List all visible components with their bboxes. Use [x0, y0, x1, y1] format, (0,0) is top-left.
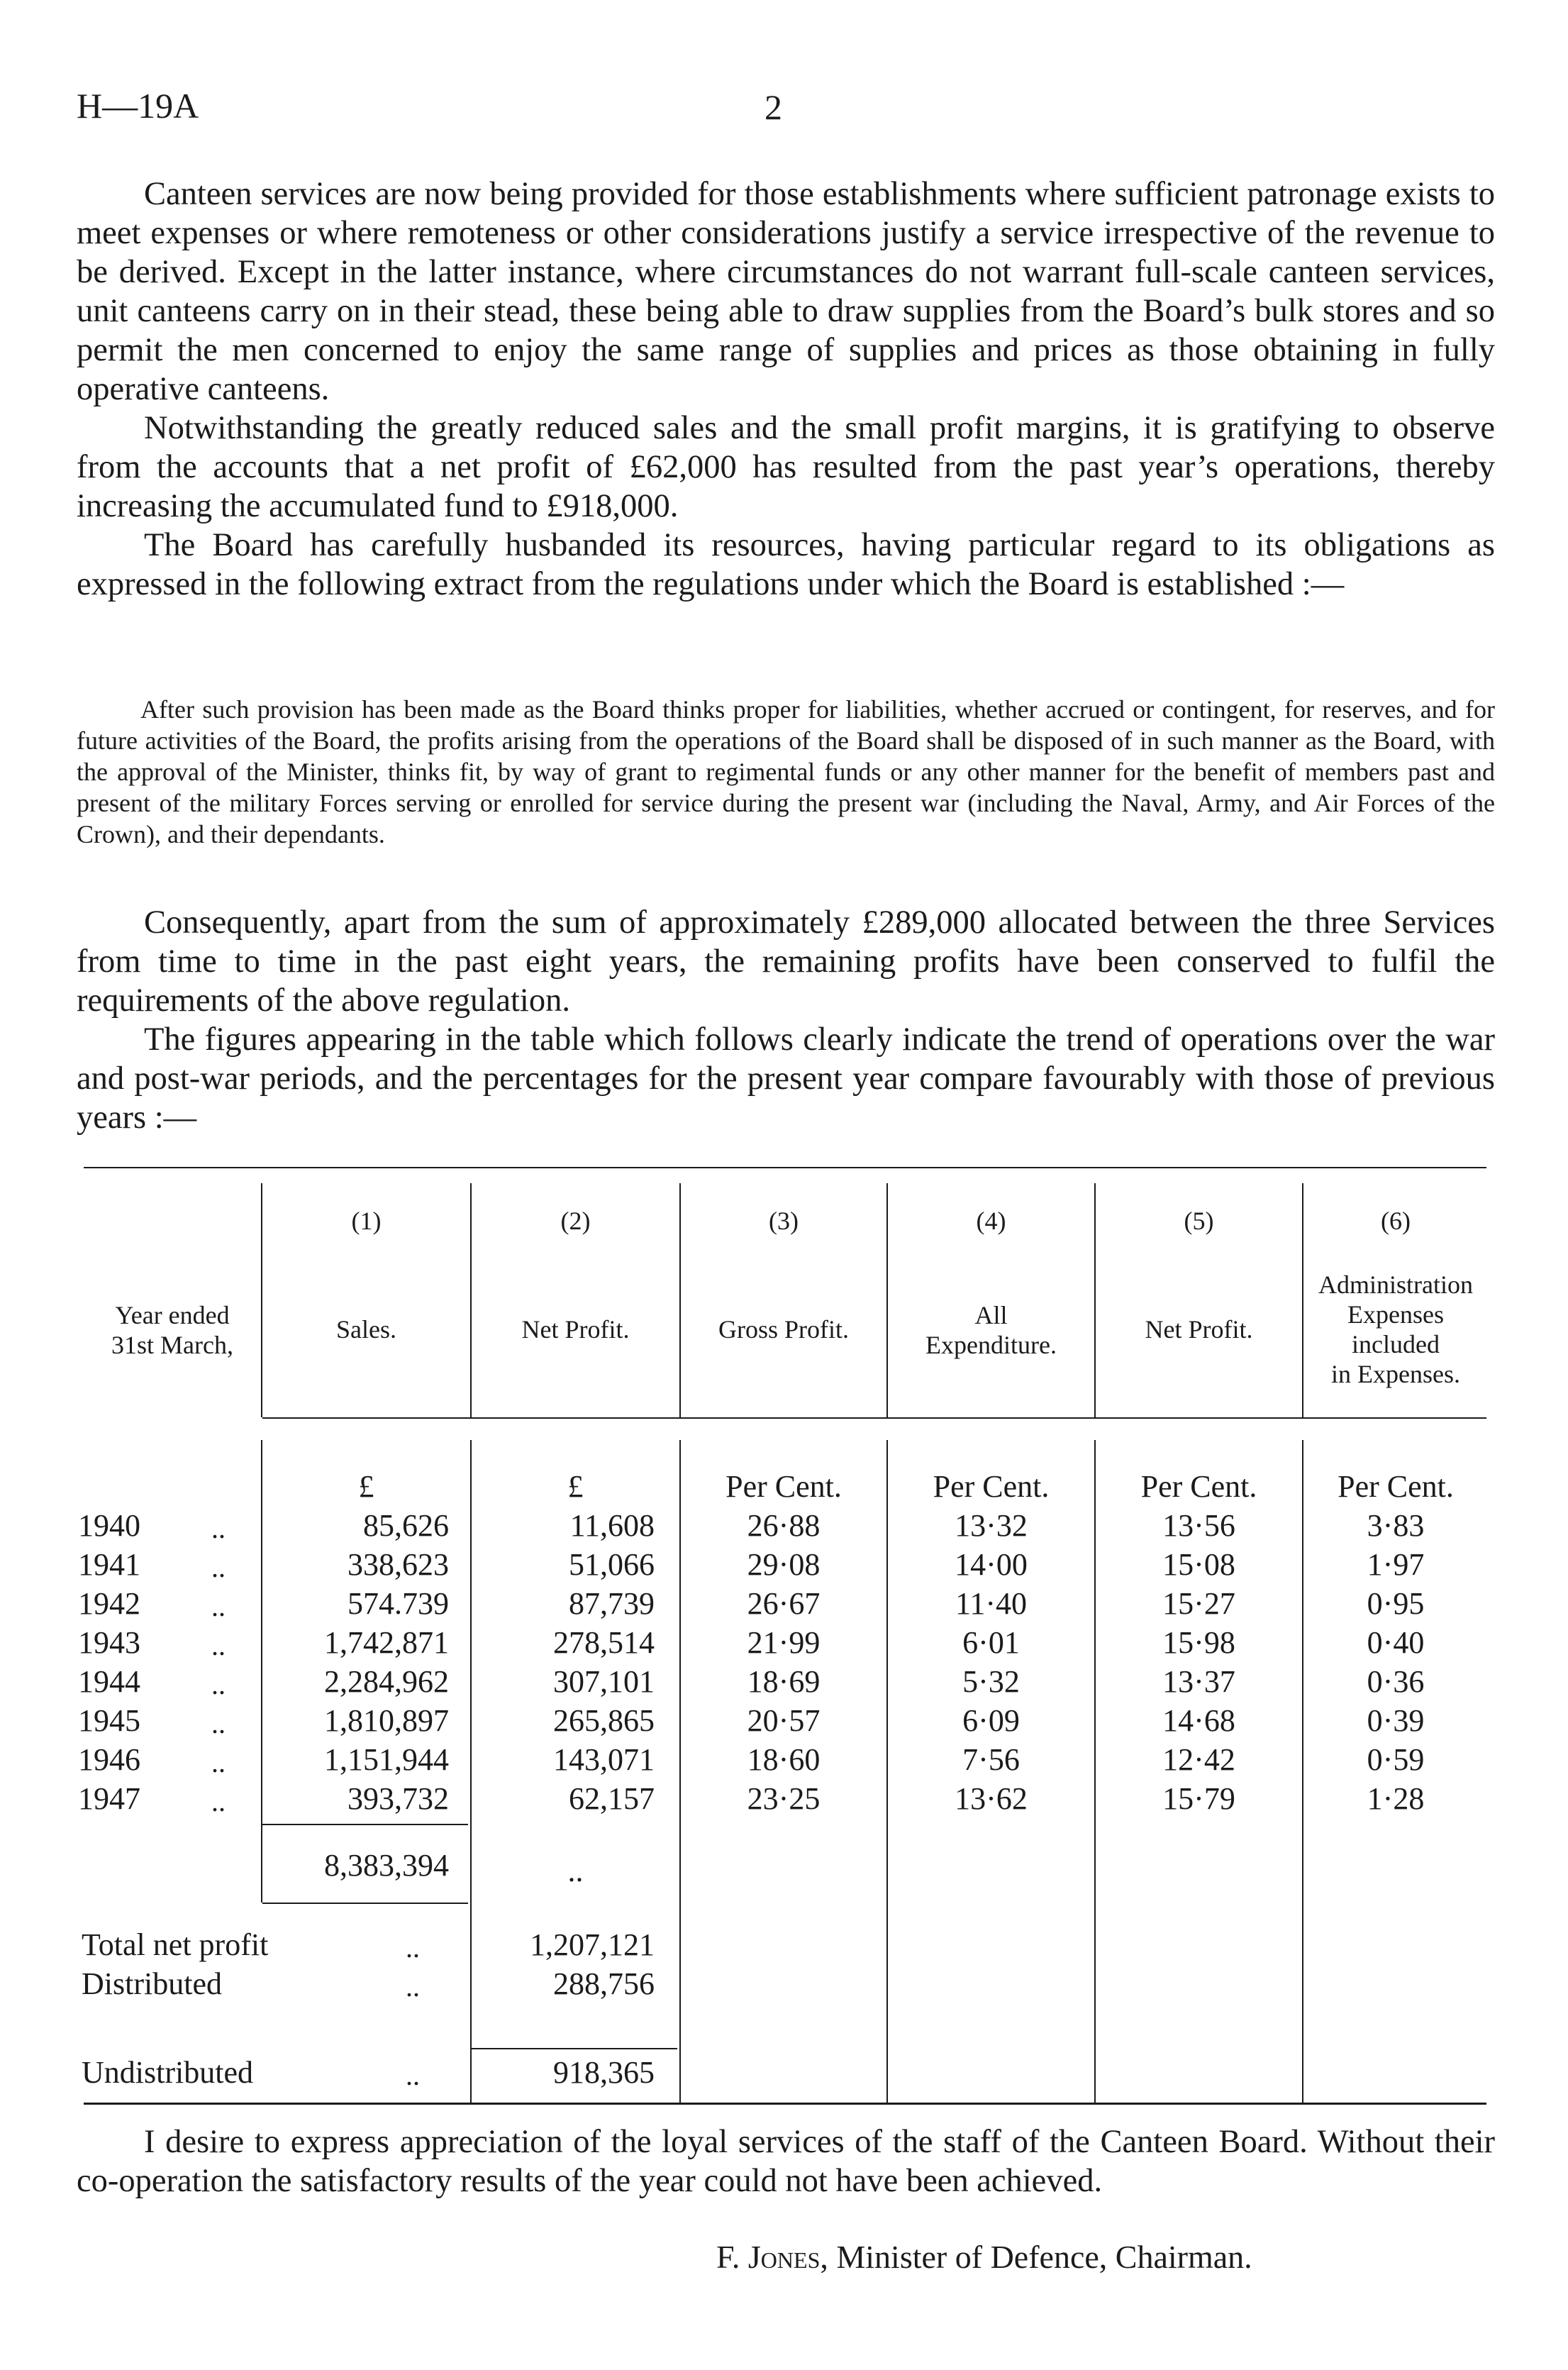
table-bottom-rule: [84, 2103, 1486, 2105]
unit-gross-pct: Per Cent.: [725, 1469, 842, 1504]
table-cell-admin-pct: 0·36: [1367, 1664, 1425, 1699]
table-cell-admin-pct: 3·83: [1367, 1508, 1425, 1543]
document-reference: H—19A: [77, 86, 199, 126]
table-row-dots: ..: [211, 1629, 226, 1661]
table-row-year: 1942: [78, 1586, 140, 1621]
table-cell-admin-pct: 0·59: [1367, 1742, 1425, 1777]
summary-value-undistributed: 918,365: [553, 2055, 655, 2090]
table-cell-gross-pct: 23·25: [747, 1781, 821, 1816]
table-cell-sales: 1,151,944: [324, 1742, 449, 1777]
paragraph-table-intro: The figures appearing in the table which follows clearly indicate the trend of operations over the war and post-war periods, and the percentages for the present year compare favourably with those of previous years :—: [77, 1021, 1495, 1136]
table-cell-net-pct: 15·79: [1162, 1781, 1235, 1816]
col-number-3: (3): [769, 1207, 799, 1235]
header-year-line-1: Year ended: [115, 1301, 230, 1329]
table-row-dots: ..: [211, 1590, 226, 1622]
table-cell-expend-pct: 11·40: [955, 1586, 1028, 1621]
table-cell-expend-pct: 13·62: [955, 1781, 1028, 1816]
table-cell-expend-pct: 6·09: [962, 1703, 1020, 1738]
unit-admin-pct: Per Cent.: [1338, 1469, 1454, 1504]
table-cell-net-pct: 15·98: [1162, 1625, 1235, 1660]
header-net-profit: Net Profit.: [521, 1315, 630, 1344]
header-all-expenditure: [888, 1300, 1094, 1360]
summary-label-total: Total net profit: [82, 1927, 269, 1962]
table-cell-net-profit: 87,739: [569, 1586, 655, 1621]
header-net-profit-pct: Net Profit.: [1145, 1315, 1253, 1344]
middle-paragraphs: [77, 903, 1495, 1137]
table-cell-gross-pct: 26·88: [747, 1508, 821, 1543]
table-cell-admin-pct: 1·28: [1367, 1781, 1425, 1816]
table-row-year: 1947: [78, 1781, 140, 1816]
signature-initial: F.: [716, 2239, 748, 2275]
table-cell-gross-pct: 18·69: [747, 1664, 821, 1699]
signature: [716, 2238, 1252, 2276]
paragraph-canteen-services: Canteen services are now being provided for those establishments where sufficient patronage exists to meet expenses or where remoteness or other considerations justify a service irrespective of the revenue to be derived. Except in the latter instance, where circumstances do not warrant full-scale canteen services, unit canteens carry on in their stead, these being able to draw supplies from the Board’s bulk stores and so permit the men concerned to enjoy the same range of supplies and prices as those obtaining in fully operative canteens.: [77, 176, 1495, 407]
table-cell-expend-pct: 6·01: [962, 1625, 1020, 1660]
summary-dots-total: ..: [406, 1932, 420, 1964]
table-cell-admin-pct: 0·40: [1367, 1625, 1425, 1660]
table-row-year: 1944: [78, 1664, 140, 1699]
unit-net-profit: £: [567, 1469, 584, 1504]
table-cell-net-pct: 13·56: [1162, 1508, 1235, 1543]
net-total-placeholder: ..: [567, 1854, 584, 1888]
table-cell-net-pct: 12·42: [1162, 1742, 1235, 1777]
table-cell-expend-pct: 14·00: [955, 1547, 1028, 1582]
table-top-rule: [84, 1167, 1486, 1168]
closing-paragraph: I desire to express appreciation of the loyal services of the staff of the Canteen Board. Without their co-operation the satisfactory results of the year could not have been achieved.: [77, 2124, 1495, 2199]
header-all-line-2: Expenditure.: [925, 1331, 1057, 1359]
paragraph-net-profit: Notwithstanding the greatly reduced sales and the small profit margins, it is gratifying to observe from the accounts that a net profit of £62,000 has resulted from the past year’s operations, thereby increasing the accumulated fund to £918,000.: [77, 410, 1495, 524]
unit-expend-pct: Per Cent.: [933, 1469, 1050, 1504]
table-row-dots: ..: [211, 1551, 226, 1583]
table-cell-sales: 2,284,962: [324, 1664, 449, 1699]
header-admin-line-1: Administration: [1318, 1270, 1473, 1299]
sales-grand-total: 8,383,394: [324, 1848, 449, 1883]
signature-title: , Minister of Defence, Chairman.: [820, 2239, 1252, 2275]
table-cell-sales: 85,626: [363, 1508, 449, 1543]
sales-total-bottom-rule: [262, 1903, 468, 1904]
col-number-6: (6): [1381, 1207, 1411, 1235]
summary-value-total: 1,207,121: [530, 1927, 655, 1962]
table-cell-net-profit: 278,514: [553, 1625, 655, 1660]
summary-value-distributed: 288,756: [553, 1966, 655, 2001]
paragraph-board-resources: The Board has carefully husbanded its resources, having particular regard to its obligations as expressed in the following extract from the regulations under which the Board is established :—: [77, 527, 1495, 602]
table-cell-admin-pct: 1·97: [1367, 1547, 1425, 1582]
table-cell-sales: 393,732: [347, 1781, 449, 1816]
table-cell-expend-pct: 7·56: [962, 1742, 1020, 1777]
table-cell-admin-pct: 0·95: [1367, 1586, 1425, 1621]
header-all-line-1: All: [974, 1301, 1008, 1329]
table-cell-net-pct: 15·27: [1162, 1586, 1235, 1621]
table-row-dots: ..: [211, 1668, 226, 1700]
table-row-year: 1941: [78, 1547, 140, 1582]
regulation-extract: After such provision has been made as the Board thinks proper for liabilities, whether accrued or contingent, for reserves, and for future activities of the Board, the profits arising from the operations of the Board shall be disposed of in such manner as the Board, with the approval of the Minister, thinks fit, by way of grant to regimental funds or any other manner for the benefit of members past and present of the military Forces serving or enrolled for service during the present war (including the Naval, Army, and Air Forces of the Crown), and their dependants.: [77, 695, 1495, 848]
table-cell-net-profit: 307,101: [553, 1664, 655, 1699]
table-cell-gross-pct: 18·60: [747, 1742, 821, 1777]
summary-label-distributed: Distributed: [82, 1966, 222, 2001]
table-row-year: 1943: [78, 1625, 140, 1660]
unit-net-pct: Per Cent.: [1140, 1469, 1257, 1504]
header-admin-line-4: in Expenses.: [1331, 1360, 1460, 1388]
sales-total-rule: [262, 1824, 468, 1825]
table-cell-gross-pct: 29·08: [747, 1547, 821, 1582]
table-row-dots: ..: [211, 1512, 226, 1544]
table-cell-gross-pct: 26·67: [747, 1586, 821, 1621]
table-cell-sales: 1,810,897: [324, 1703, 449, 1738]
table-cell-net-profit: 51,066: [569, 1547, 655, 1582]
table-cell-net-profit: 265,865: [553, 1703, 655, 1738]
table-cell-expend-pct: 13·32: [955, 1508, 1028, 1543]
col-number-4: (4): [976, 1207, 1006, 1235]
undistributed-rule: [472, 2048, 677, 2049]
table-cell-gross-pct: 21·99: [747, 1625, 821, 1660]
table-cell-net-profit: 11,608: [569, 1508, 655, 1543]
table-row-year: 1940: [78, 1508, 140, 1543]
table-cell-admin-pct: 0·39: [1367, 1703, 1425, 1738]
table-cell-net-profit: 62,157: [569, 1781, 655, 1816]
table-cell-net-pct: 14·68: [1162, 1703, 1235, 1738]
table-cell-net-pct: 13·37: [1162, 1664, 1235, 1699]
table-cell-sales: 574.739: [347, 1586, 449, 1621]
intro-paragraphs: [77, 175, 1495, 604]
table-cell-gross-pct: 20·57: [747, 1703, 821, 1738]
table-cell-expend-pct: 5·32: [962, 1664, 1020, 1699]
table-cell-net-profit: 143,071: [553, 1742, 655, 1777]
table-row-dots: ..: [211, 1746, 226, 1778]
header-sales: Sales.: [336, 1315, 396, 1344]
summary-dots-undistributed: ..: [406, 2059, 420, 2091]
col-number-5: (5): [1184, 1207, 1214, 1235]
header-year-line-2: 31st March,: [111, 1331, 233, 1359]
header-gross-profit: Gross Profit.: [718, 1315, 849, 1344]
header-admin-line-3: included: [1352, 1330, 1440, 1358]
table-row-year: 1945: [78, 1703, 140, 1738]
header-bottom-rule: [262, 1417, 1486, 1419]
col-number-2: (2): [560, 1207, 591, 1235]
summary-label-undistributed: Undistributed: [82, 2055, 253, 2090]
table-row-dots: ..: [211, 1785, 226, 1817]
paragraph-consequently: Consequently, apart from the sum of approximately £289,000 allocated between the three Services from time to time in the past eight years, the remaining profits have been conserved to fulfil the requirements of the above regulation.: [77, 904, 1495, 1019]
table-cell-sales: 1,742,871: [324, 1625, 449, 1660]
unit-sales: £: [358, 1469, 374, 1504]
table-row-year: 1946: [78, 1742, 140, 1777]
table-row-dots: ..: [211, 1707, 226, 1739]
header-admin-line-2: Expenses: [1347, 1300, 1444, 1329]
header-year-ended: [84, 1300, 261, 1360]
summary-dots-distributed: ..: [406, 1971, 420, 2003]
signature-surname: Jones: [747, 2239, 821, 2275]
table-cell-net-pct: 15·08: [1162, 1547, 1235, 1582]
table-cell-sales: 338,623: [347, 1547, 449, 1582]
header-administration: [1303, 1270, 1488, 1389]
page-number: 2: [764, 87, 782, 127]
col-number-1: (1): [351, 1207, 382, 1235]
